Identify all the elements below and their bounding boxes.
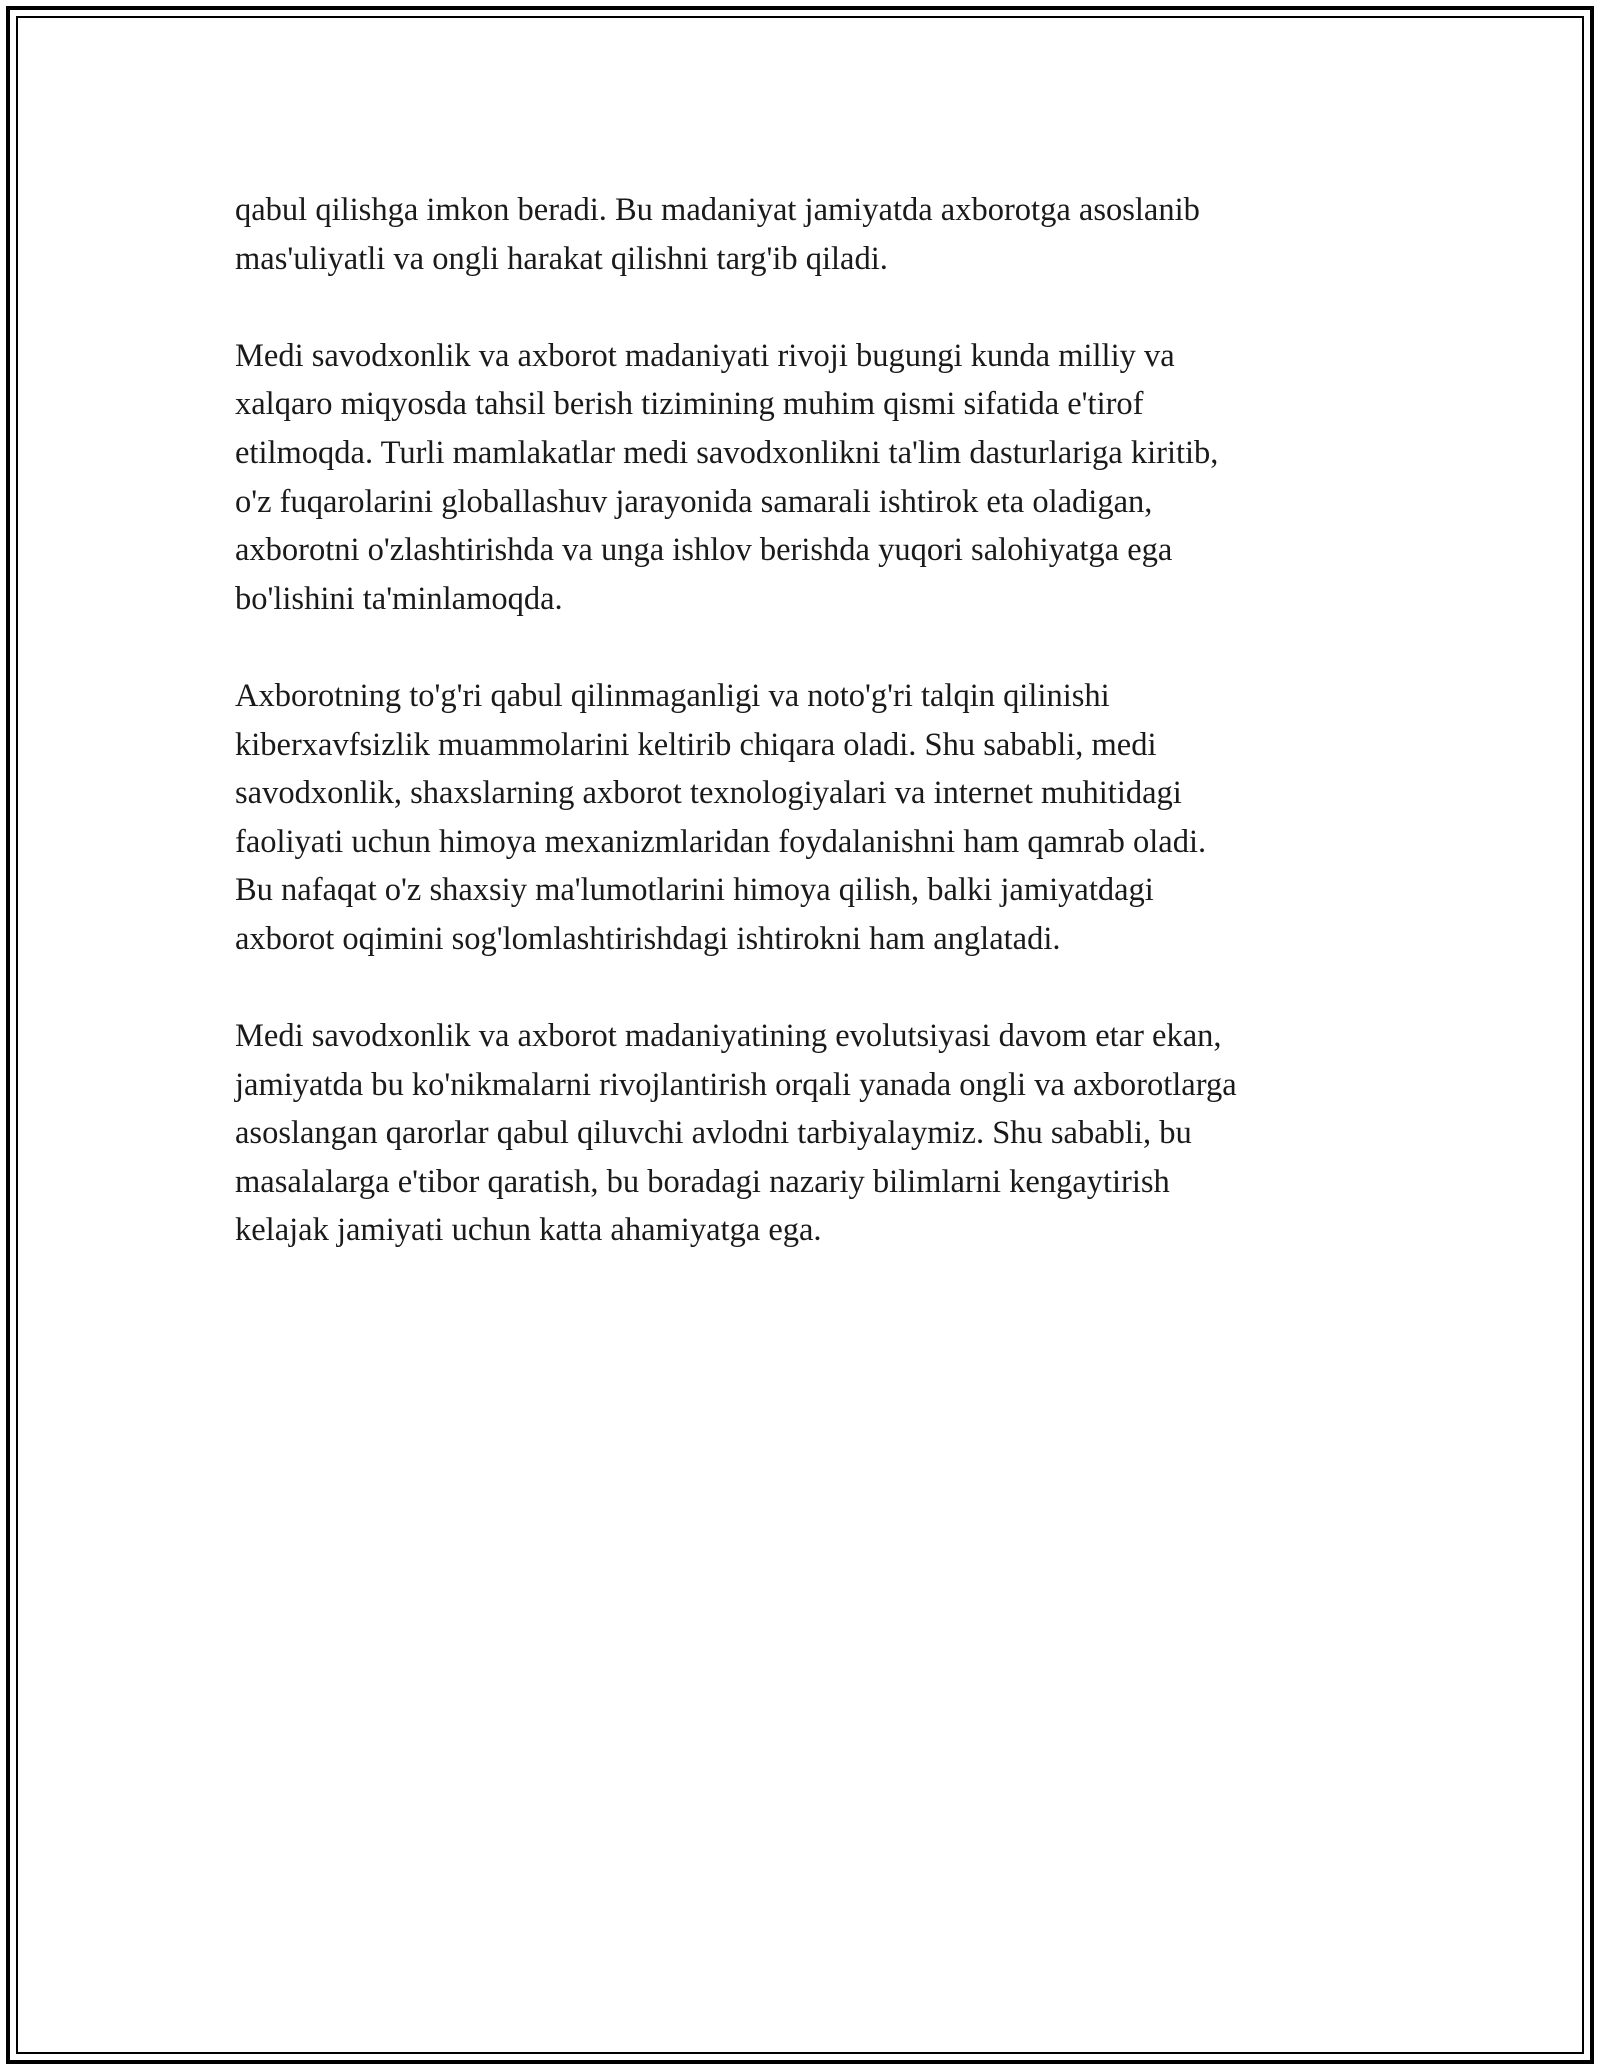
text-line: bo'lishini ta'minlamoqda. [235, 580, 563, 617]
text-line: jamiyatda bu ko'nikmalarni rivojlantirish orqali yanada ongli va axborotlarga [235, 1066, 1237, 1103]
text-line: faoliyati uchun himoya mexanizmlaridan foydalanishni ham qamrab oladi. [235, 823, 1207, 860]
text-line: mas'uliyatli va ongli harakat qilishni targ'ib qiladi. [235, 240, 888, 277]
paragraph-4 [235, 1012, 1385, 1255]
text-line: savodxonlik, shaxslarning axborot texnologiyalari va internet muhitidagi [235, 775, 1182, 812]
document-body [235, 186, 1385, 1255]
text-line: etilmoqda. Turli mamlakatlar medi savodxonlikni ta'lim dasturlariga kiritib, [235, 434, 1219, 471]
text-line: xalqaro miqyosda tahsil berish tizimining muhim qismi sifatida e'tirof [235, 386, 1144, 423]
text-line: Bu nafaqat o'z shaxsiy ma'lumotlarini himoya qilish, balki jamiyatdagi [235, 872, 1154, 909]
text-line: kelajak jamiyati uchun katta ahamiyatga ega. [235, 1212, 822, 1249]
text-line: kiberxavfsizlik muammolarini keltirib chiqara oladi. Shu sababli, medi [235, 726, 1157, 763]
text-line: qabul qilishga imkon beradi. Bu madaniyat jamiyatda axborotga asoslanib [235, 192, 1200, 228]
text-line: Axborotning to'g'ri qabul qilinmaganligi va noto'g'ri talqin qilinishi [235, 677, 1110, 714]
text-line: Medi savodxonlik va axborot madaniyatining evolutsiyasi davom etar ekan, [235, 1018, 1222, 1055]
text-line: masalalarga e'tibor qaratish, bu boradagi nazariy bilimlarni kengaytirish [235, 1163, 1170, 1200]
text-line: axborot oqimini sog'lomlashtirishdagi ishtirokni ham anglatadi. [235, 920, 1061, 957]
text-line: asoslangan qarorlar qabul qiluvchi avlodni tarbiyalaymiz. Shu sababli, bu [235, 1115, 1192, 1152]
paragraph-3 [235, 672, 1385, 964]
text-line: o'z fuqarolarini globallashuv jarayonida samarali ishtirok eta oladigan, [235, 483, 1153, 520]
text-line: Medi savodxonlik va axborot madaniyati rivoji bugungi kunda milliy va [235, 337, 1175, 374]
paragraph-2 [235, 332, 1385, 624]
paragraph-1 [235, 186, 1385, 283]
text-line: axborotni o'zlashtirishda va unga ishlov berishda yuqori salohiyatga ega [235, 532, 1173, 569]
